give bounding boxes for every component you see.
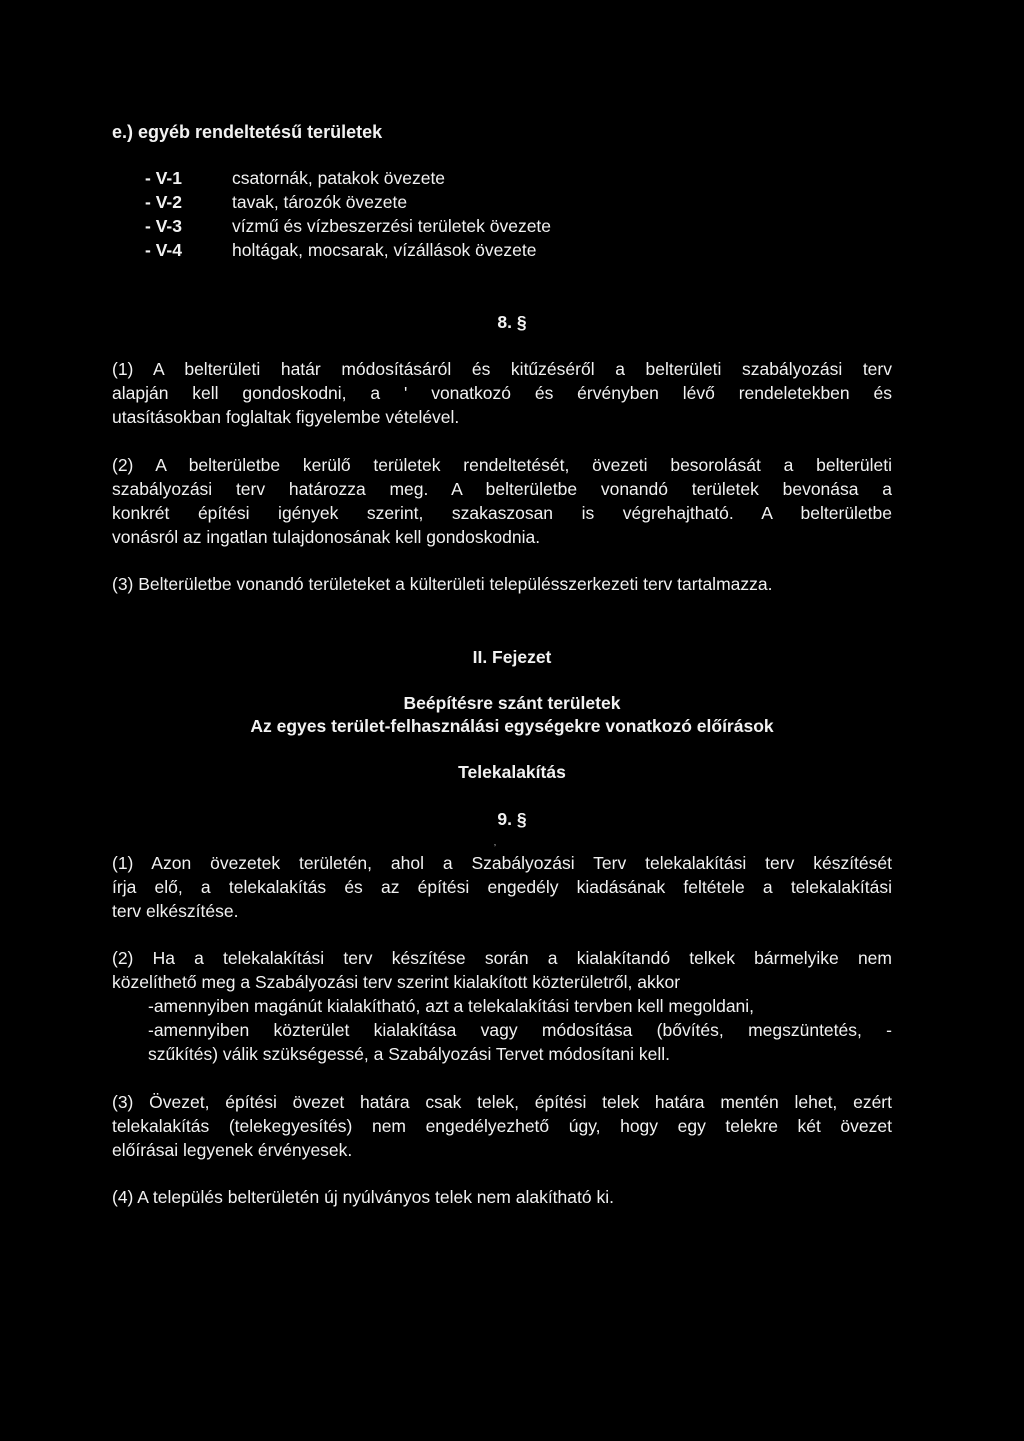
text-line: alapján kell gondoskodni, a ' vonatkozó és érvényben lévő rendeletekben és <box>112 383 892 403</box>
section-8-paragraph-1 <box>112 357 892 429</box>
text-line: (1) A belterületi határ módosításáról és kitűzéséről a belterületi szabályozási terv <box>112 359 892 379</box>
text-line: telekalakítás (telekegyesítés) nem engedélyezhető úgy, hogy egy telekre két övezet <box>112 1116 892 1136</box>
subsection-title: Telekalakítás <box>458 762 566 782</box>
chapter-title: Beépítésre szánt területek <box>403 693 621 713</box>
zone-list <box>145 166 551 262</box>
text-line: közelíthető meg a Szabályozási terv szerint kialakított közterületről, akkor <box>112 972 681 992</box>
chapter-heading: II. Fejezet <box>472 647 552 667</box>
text-line: konkrét építési igények szerint, szakaszosan is végrehajtható. A belterületbe <box>112 503 892 523</box>
list-item: -amennyiben közterület kialakítása vagy módosítása (bővítés, megszüntetés, - <box>148 1020 892 1040</box>
zone-description: holtágak, mocsarak, vízállások övezete <box>232 240 537 260</box>
zone-code: - V-4 <box>145 240 182 260</box>
section-9-paragraph-2 <box>112 946 892 1066</box>
list-item <box>145 238 551 262</box>
text-line: (3) Övezet, építési övezet határa csak telek, építési telek határa mentén lehet, ezért <box>112 1092 892 1112</box>
text-line: (1) Azon övezetek területén, ahol a Szabályozási Terv telekalakítási terv készítését <box>112 853 892 873</box>
text-line: vonásról az ingatlan tulajdonosának kell gondoskodnia. <box>112 527 541 547</box>
section-8-number: 8. § <box>497 312 527 332</box>
list-item: -amennyiben magánút kialakítható, azt a telekalakítási tervben kell megoldani, <box>148 996 755 1016</box>
list-item <box>145 190 551 214</box>
text-line: utasításokban foglaltak figyelembe vételével. <box>112 407 460 427</box>
list-item <box>145 166 551 190</box>
section-8-paragraph-3 <box>112 572 892 596</box>
zone-code: - V-3 <box>145 216 182 236</box>
list-item: szűkítés) válik szükségessé, a Szabályozási Tervet módosítani kell. <box>148 1044 670 1064</box>
section-9-number: 9. § <box>497 809 527 829</box>
zone-description: csatornák, patakok övezete <box>232 168 446 188</box>
section-9-paragraph-1 <box>112 851 892 923</box>
text-line: írja elő, a telekalakítás és az építési engedély kiadásának feltétele a telekalakítási <box>112 877 892 897</box>
zone-description: tavak, tározók övezete <box>232 192 408 212</box>
text-line: (3) Belterületbe vonandó területeket a külterületi településszerkezeti terv tartalmazza. <box>112 574 773 594</box>
section-9-paragraph-4 <box>112 1185 892 1209</box>
section-9-paragraph-3 <box>112 1090 892 1162</box>
zone-description: vízmű és vízbeszerzési területek övezete <box>232 216 552 236</box>
text-line: szabályozási terv határozza meg. A belterületbe vonandó területek bevonása a <box>112 479 892 499</box>
section-heading-e: e.) egyéb rendeltetésű területek <box>112 122 383 142</box>
zone-code: - V-2 <box>145 192 182 212</box>
text-line: (2) Ha a telekalakítási terv készítése során a kialakítandó telkek bármelyike nem <box>112 948 892 968</box>
list-item <box>145 214 551 238</box>
text-line: (2) A belterületbe kerülő területek rendeltetését, övezeti besorolását a belterületi <box>112 455 892 475</box>
zone-code: - V-1 <box>145 168 182 188</box>
chapter-subtitle: Az egyes terület-felhasználási egységekre vonatkozó előírások <box>250 716 774 736</box>
text-line: (4) A település belterületén új nyúlványos telek nem alakítható ki. <box>112 1187 614 1207</box>
text-line: előírásai legyenek érvényesek. <box>112 1140 353 1160</box>
section-8-paragraph-2 <box>112 453 892 549</box>
scan-mark: ʼ <box>494 843 496 853</box>
text-line: terv elkészítése. <box>112 901 239 921</box>
